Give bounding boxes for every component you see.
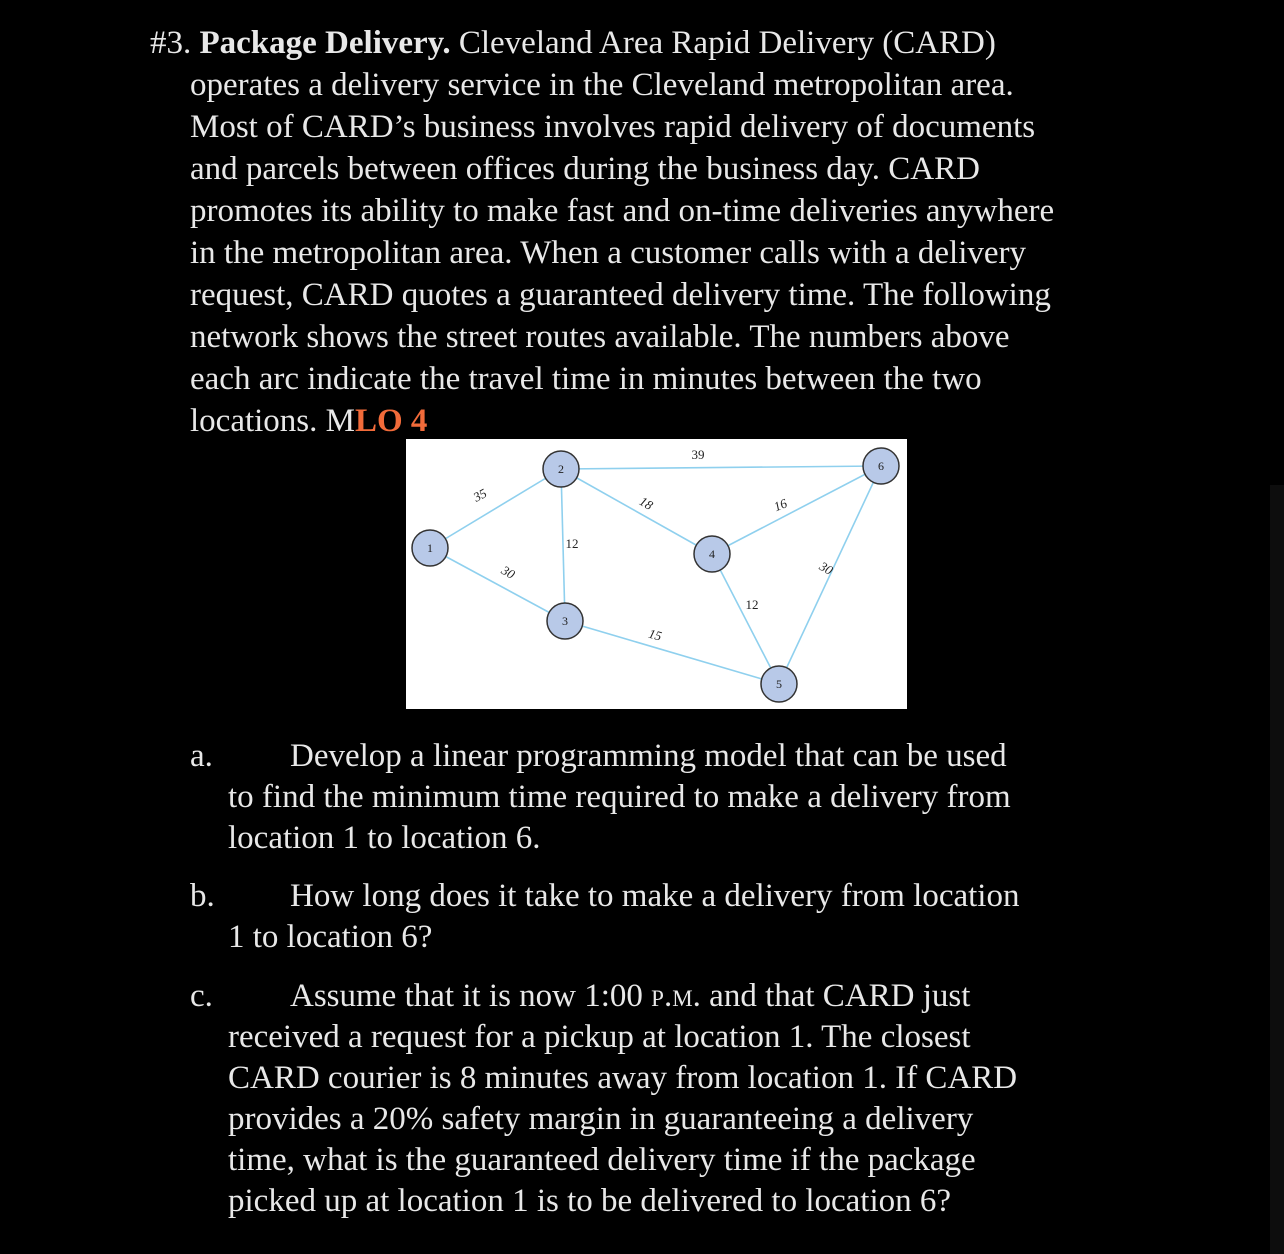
node-5: [761, 666, 797, 702]
problem-line-3: and parcels between offices during the business day. CARD: [190, 151, 980, 187]
problem-line-2: Most of CARD’s business involves rapid delivery of documents: [190, 109, 1036, 145]
arc-label-4-5: 12: [745, 597, 759, 612]
problem-number: #3.: [150, 25, 192, 61]
part-c-line-4: time, what is the guaranteed delivery time if the package: [228, 1142, 976, 1178]
part-a-letter: a.: [190, 738, 213, 774]
part-c-letter: c.: [190, 978, 213, 1014]
arc-1-3: [430, 548, 565, 621]
problem-line-6: request, CARD quotes a guaranteed delivery time. The following: [190, 277, 1051, 313]
part-c-line-0: [190, 976, 1150, 1017]
part-c-line-3: provides a 20% safety margin in guaranteeing a delivery: [228, 1101, 974, 1137]
arc-label-3-5: 15: [646, 625, 664, 644]
arc-4-5: [712, 554, 779, 684]
problem-line-9-text: locations. M: [190, 403, 355, 439]
arc-1-2: [430, 469, 561, 548]
arc-label-1-3: 30: [498, 562, 518, 582]
problem-line-4: promotes its ability to make fast and on-time deliveries anywhere: [190, 193, 1055, 229]
mlo-tag: LO 4: [354, 403, 428, 439]
part-c-line-0-post: and that CARD just: [709, 978, 971, 1014]
node-2: [543, 451, 579, 487]
part-a: [190, 736, 1150, 859]
part-c-line-1: received a request for a pickup at location 1. The closest: [228, 1019, 971, 1055]
problem-title: Package Delivery.: [199, 25, 451, 61]
scroll-edge: [1270, 485, 1284, 1254]
arc-5-6: [779, 466, 881, 684]
part-b: [190, 876, 1150, 958]
node-1: [412, 530, 448, 566]
part-a-line-2: location 1 to location 6.: [228, 820, 541, 856]
node-label-2: 2: [558, 462, 564, 476]
node-label-1: 1: [427, 541, 433, 555]
arc-2-4: [561, 469, 712, 554]
node-label-6: 6: [878, 459, 884, 473]
part-b-line-1: 1 to location 6?: [228, 919, 433, 955]
arc-4-6: [712, 466, 881, 554]
part-c-pm: p.m.: [651, 978, 701, 1014]
problem-statement: [150, 22, 1150, 442]
arc-label-1-2: 35: [470, 485, 490, 505]
arc-3-5: [565, 621, 779, 684]
arc-label-2-3: 12: [565, 536, 579, 551]
arc-label-4-6: 16: [771, 495, 790, 515]
part-b-letter: b.: [190, 878, 215, 914]
arc-label-2-6: 39: [691, 447, 705, 462]
node-label-3: 3: [562, 614, 568, 628]
arc-label-2-4: 18: [636, 493, 656, 513]
part-b-line-0: How long does it take to make a delivery from location: [290, 878, 1020, 914]
network-svg: [406, 439, 907, 709]
node-3: [547, 603, 583, 639]
problem-line-9: [150, 400, 1150, 442]
part-a-line-0: Develop a linear programming model that can be used: [290, 738, 1007, 774]
part-c-line-2: CARD courier is 8 minutes away from location 1. If CARD: [228, 1060, 1018, 1096]
part-c-line-0-pre: Assume that it is now 1:00: [290, 978, 643, 1014]
problem-line-1: operates a delivery service in the Cleveland metropolitan area.: [190, 67, 1014, 103]
arc-2-3: [561, 469, 565, 621]
network-diagram: [406, 439, 907, 709]
node-4: [694, 536, 730, 572]
problem-line-8: each arc indicate the travel time in minutes between the two: [190, 361, 982, 397]
part-a-line-1: to find the minimum time required to make a delivery from: [228, 779, 1011, 815]
problem-line-5: in the metropolitan area. When a customer calls with a delivery: [190, 235, 1027, 271]
node-label-4: 4: [709, 547, 715, 561]
problem-line-0: Cleveland Area Rapid Delivery (CARD): [458, 25, 996, 61]
node-label-5: 5: [776, 677, 782, 691]
node-6: [863, 448, 899, 484]
part-c-line-5: picked up at location 1 is to be delivered to location 6?: [228, 1183, 952, 1219]
arc-label-5-6: 30: [816, 558, 836, 578]
arc-2-6: [561, 466, 881, 469]
problem-line-7: network shows the street routes available. The numbers above: [190, 319, 1010, 355]
part-c: [190, 976, 1150, 1222]
